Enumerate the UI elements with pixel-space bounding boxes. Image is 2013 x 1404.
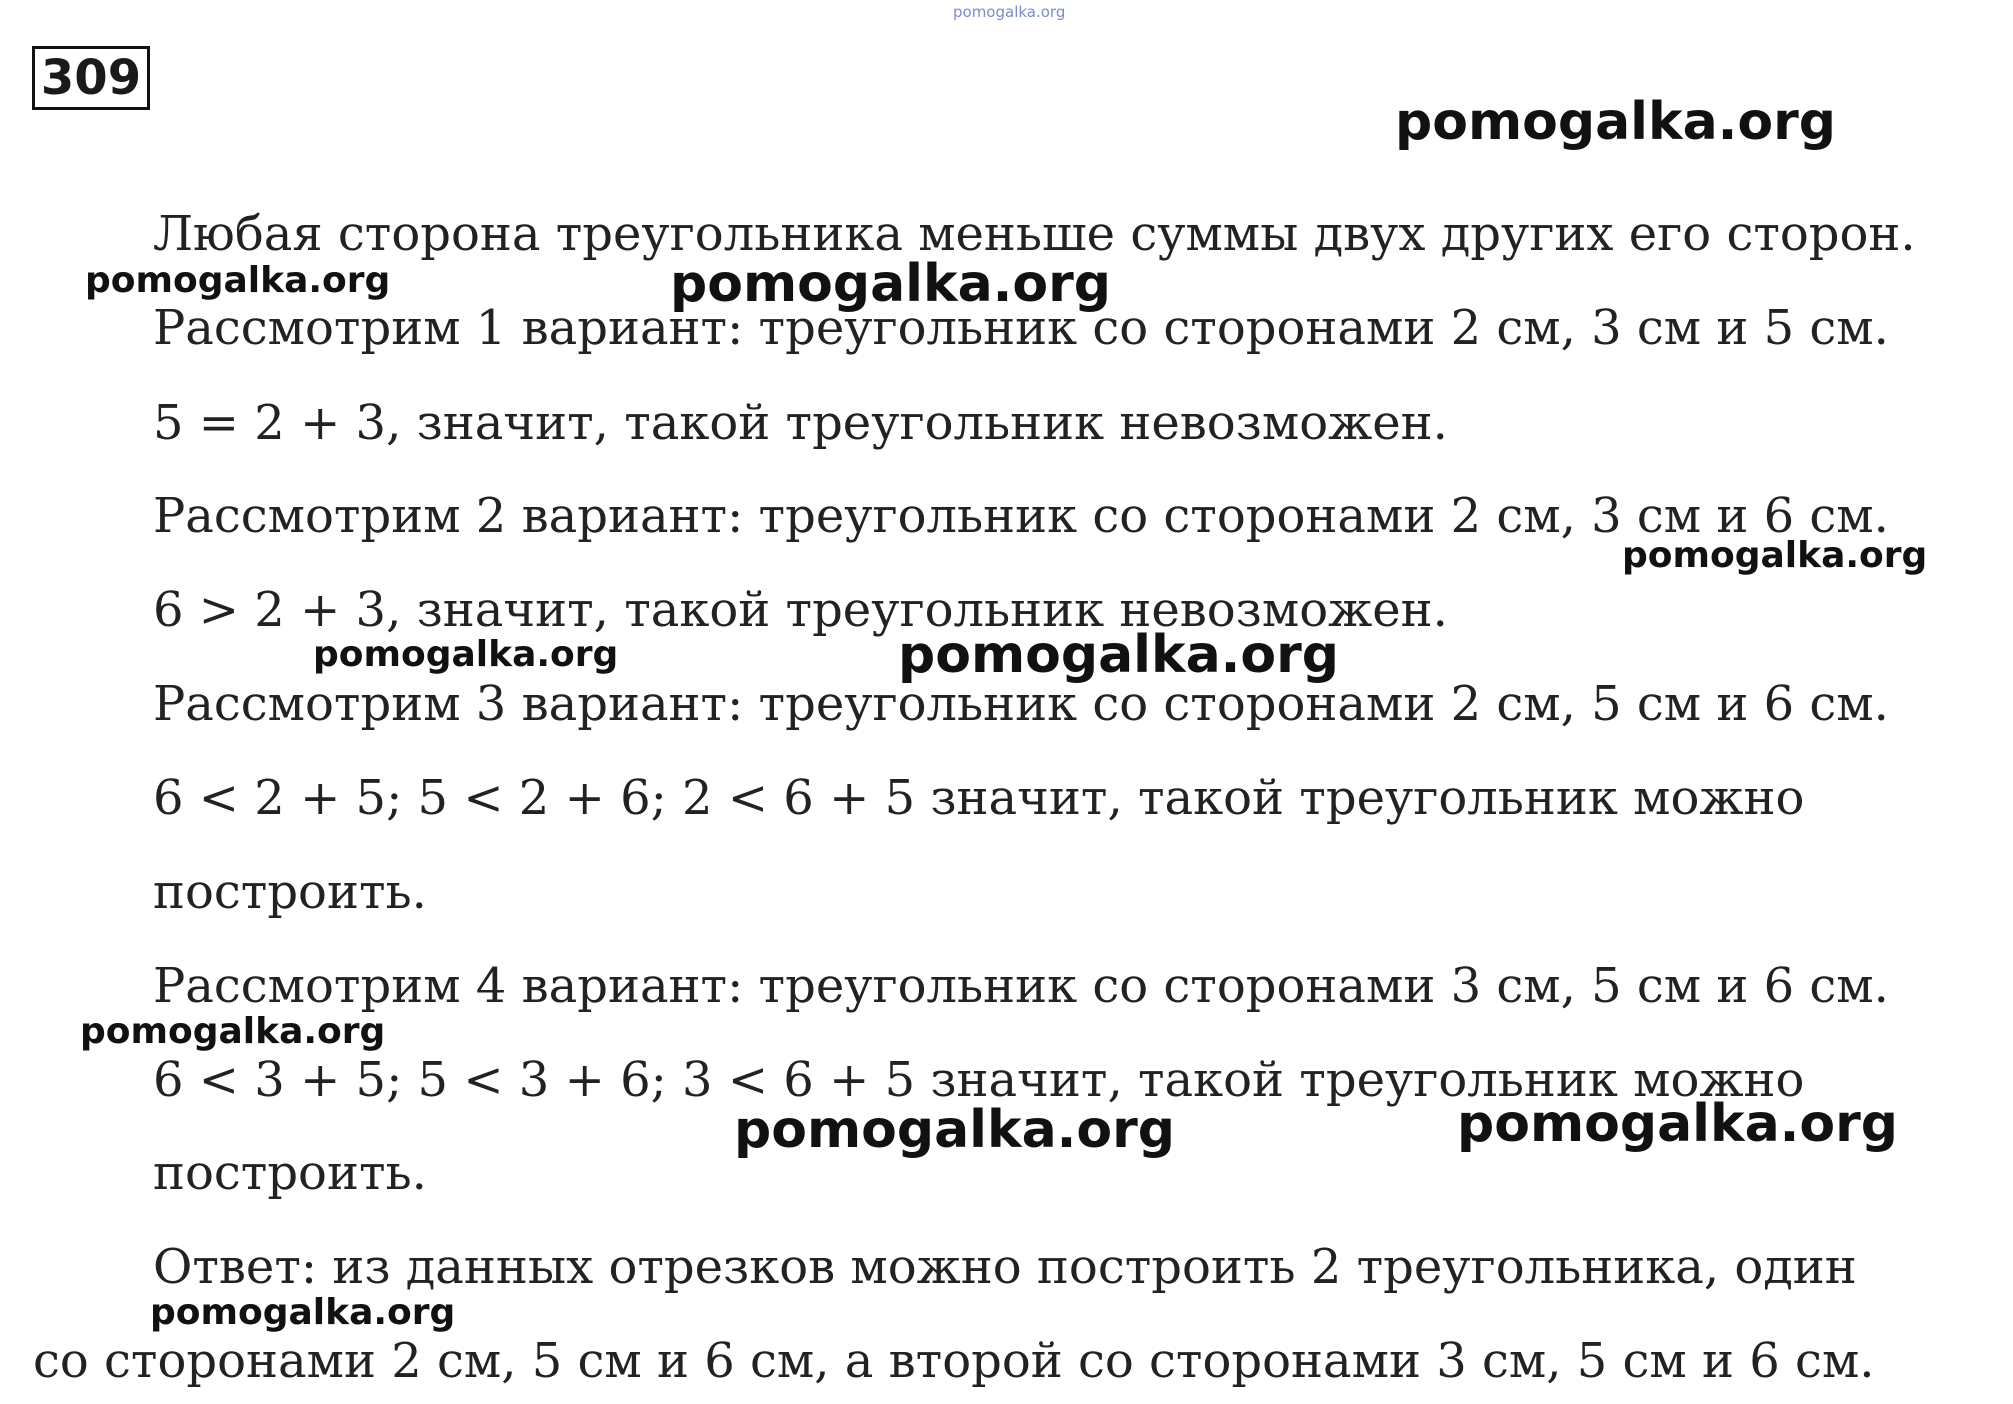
watermark-6: pomogalka.org xyxy=(80,1011,386,1052)
text-line-5: 6 > 2 + 3, значит, такой треугольник невозможен. xyxy=(153,582,1448,638)
text-line-9: Рассмотрим 4 вариант: треугольник со сторонами 3 см, 5 см и 6 см. xyxy=(153,958,1889,1014)
watermark-3: pomogalka.org xyxy=(1622,535,1928,576)
text-line-10: 6 < 3 + 5; 5 < 3 + 6; 3 < 6 + 5 значит, такой треугольник можно xyxy=(153,1052,1805,1108)
text-line-12: Ответ: из данных отрезков можно построить 2 треугольника, один xyxy=(153,1239,1857,1295)
text-line-7: 6 < 2 + 5; 5 < 2 + 6; 2 < 6 + 5 значит, такой треугольник можно xyxy=(153,770,1805,826)
text-line-4: Рассмотрим 2 вариант: треугольник со сторонами 2 см, 3 см и 6 см. xyxy=(153,488,1889,544)
watermark-2: pomogalka.org xyxy=(670,254,1112,314)
text-line-1: Любая сторона треугольника меньше суммы двух других его сторон. xyxy=(153,206,1916,262)
text-line-3: 5 = 2 + 3, значит, такой треугольник невозможен. xyxy=(153,395,1448,451)
text-line-8: построить. xyxy=(153,864,427,920)
watermark-5: pomogalka.org xyxy=(898,625,1340,685)
watermark-8: pomogalka.org xyxy=(1457,1094,1899,1154)
text-line-11: построить. xyxy=(153,1145,427,1201)
text-line-2: Рассмотрим 1 вариант: треугольник со сторонами 2 см, 3 см и 5 см. xyxy=(153,300,1889,356)
watermark-top: pomogalka.org xyxy=(953,3,1066,21)
text-line-13: со сторонами 2 см, 5 см и 6 см, а второй со сторонами 3 см, 5 см и 6 см. xyxy=(33,1333,1875,1389)
text-line-6: Рассмотрим 3 вариант: треугольник со сторонами 2 см, 5 см и 6 см. xyxy=(153,676,1889,732)
watermark-9: pomogalka.org xyxy=(150,1292,456,1333)
watermark-7: pomogalka.org xyxy=(734,1100,1176,1160)
problem-number: 309 xyxy=(32,46,150,110)
watermark-1: pomogalka.org xyxy=(85,260,391,301)
watermark-header: pomogalka.org xyxy=(1395,92,1837,152)
watermark-4: pomogalka.org xyxy=(313,634,619,675)
